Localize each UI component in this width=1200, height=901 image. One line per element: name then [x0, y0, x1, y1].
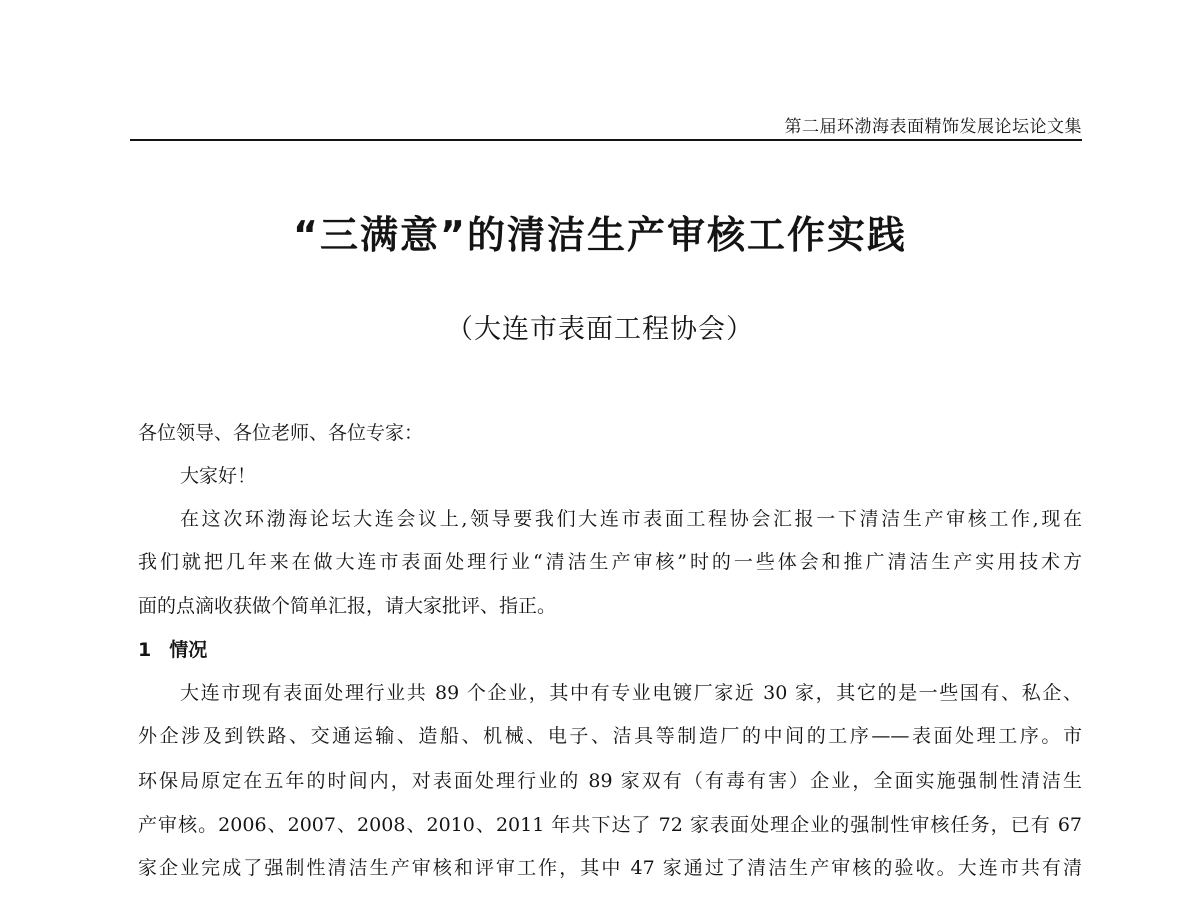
section-title: 情况	[169, 639, 208, 661]
paragraph-line: 家企业完成了强制性清洁生产审核和评审工作，其中 47 家通过了清洁生产审核的验收。大连市共有清	[138, 857, 1082, 879]
section-number: 1	[138, 639, 152, 661]
paragraph-line: 大连市现有表面处理行业共 89 个企业，其中有专业电镀厂家近 30 家，其它的是一些国有、私企、	[180, 682, 1082, 704]
header-rule	[130, 139, 1082, 141]
paragraph-line: 面的点滴收获做个简单汇报，请大家批评、指正。	[138, 595, 557, 617]
section-heading	[138, 638, 207, 662]
greeting: 大家好！	[180, 465, 257, 487]
article-author: （大连市表面工程协会）	[446, 314, 754, 345]
paragraph-line: 我们就把几年来在做大连市表面处理行业“清洁生产审核”时的一些体会和推广清洁生产实用技术方	[138, 551, 1082, 573]
paragraph-line: 外企涉及到铁路、交通运输、造船、机械、电子、洁具等制造厂的中间的工序——表面处理工序。市	[138, 725, 1082, 747]
salutation: 各位领导、各位老师、各位专家：	[138, 422, 424, 444]
article-title: “三满意”的清洁生产审核工作实践	[293, 213, 907, 257]
paragraph-line: 在这次环渤海论坛大连会议上,领导要我们大连市表面工程协会汇报一下清洁生产审核工作,现在	[180, 508, 1082, 530]
paragraph-line: 产审核。2006、2007、2008、2010、2011 年共下达了 72 家表面处理企业的强制性审核任务，已有 67	[138, 814, 1082, 836]
paragraph-line: 环保局原定在五年的时间内，对表面处理行业的 89 家双有（有毒有害）企业，全面实施强制性清洁生	[138, 770, 1082, 792]
running-header: 第二届环渤海表面精饰发展论坛论文集	[784, 117, 1082, 137]
